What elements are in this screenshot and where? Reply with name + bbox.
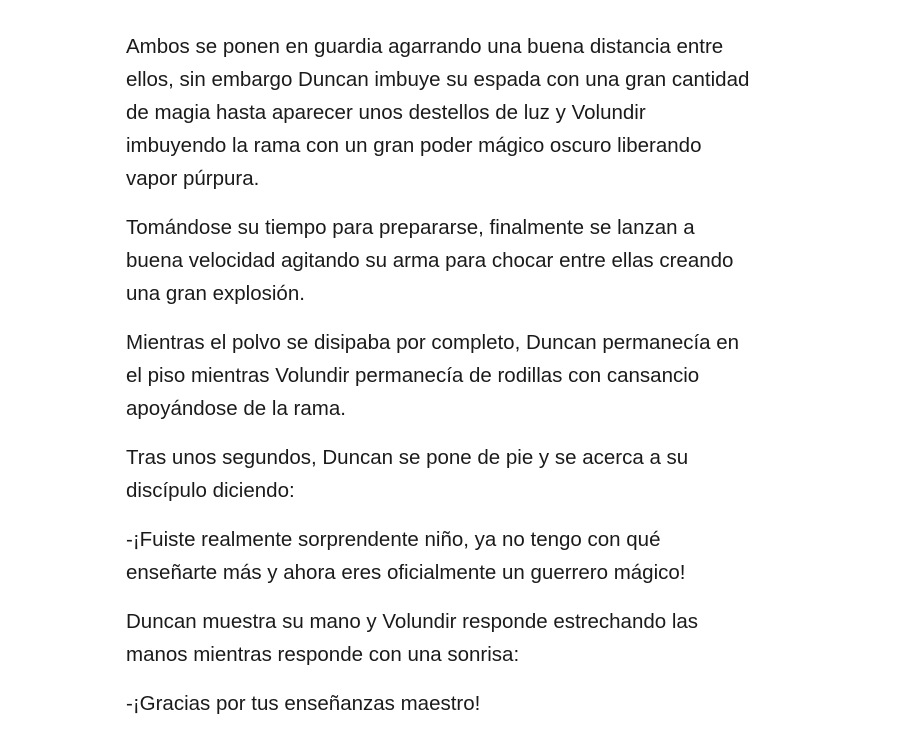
- text-line: -¡Fuiste realmente sorprendente niño, ya no tengo con qué: [126, 528, 661, 551]
- text-line: Mientras el polvo se disipaba por completo, Duncan permanecía en: [126, 331, 740, 354]
- text-line: manos mientras responde con una sonrisa:: [126, 643, 520, 666]
- text-line: enseñarte más y ahora eres oficialmente un guerrero mágico!: [126, 561, 686, 584]
- text-line: Ambos se ponen en guardia agarrando una buena distancia entre: [126, 35, 724, 58]
- paragraph-4: [126, 441, 786, 507]
- text-line: imbuyendo la rama con un gran poder mágico oscuro liberando: [126, 134, 702, 157]
- document-page: [126, 30, 786, 736]
- text-line: vapor púrpura.: [126, 167, 260, 190]
- text-line: el piso mientras Volundir permanecía de rodillas con cansancio: [126, 364, 700, 387]
- paragraph-3: [126, 326, 786, 425]
- text-line: Tomándose su tiempo para prepararse, finalmente se lanzan a: [126, 216, 695, 239]
- paragraph-6: [126, 605, 786, 671]
- paragraph-7: [126, 687, 786, 720]
- text-line: -¡Gracias por tus enseñanzas maestro!: [126, 692, 481, 715]
- text-line: discípulo diciendo:: [126, 479, 295, 502]
- paragraph-2: [126, 211, 786, 310]
- paragraph-1: [126, 30, 786, 195]
- text-line: ellos, sin embargo Duncan imbuye su espada con una gran cantidad: [126, 68, 750, 91]
- text-line: Duncan muestra su mano y Volundir responde estrechando las: [126, 610, 699, 633]
- text-line: apoyándose de la rama.: [126, 397, 346, 420]
- paragraph-5: [126, 523, 786, 589]
- text-line: Tras unos segundos, Duncan se pone de pie y se acerca a su: [126, 446, 689, 469]
- text-line: buena velocidad agitando su arma para chocar entre ellas creando: [126, 249, 734, 272]
- text-line: de magia hasta aparecer unos destellos de luz y Volundir: [126, 101, 646, 124]
- text-line: una gran explosión.: [126, 282, 305, 305]
